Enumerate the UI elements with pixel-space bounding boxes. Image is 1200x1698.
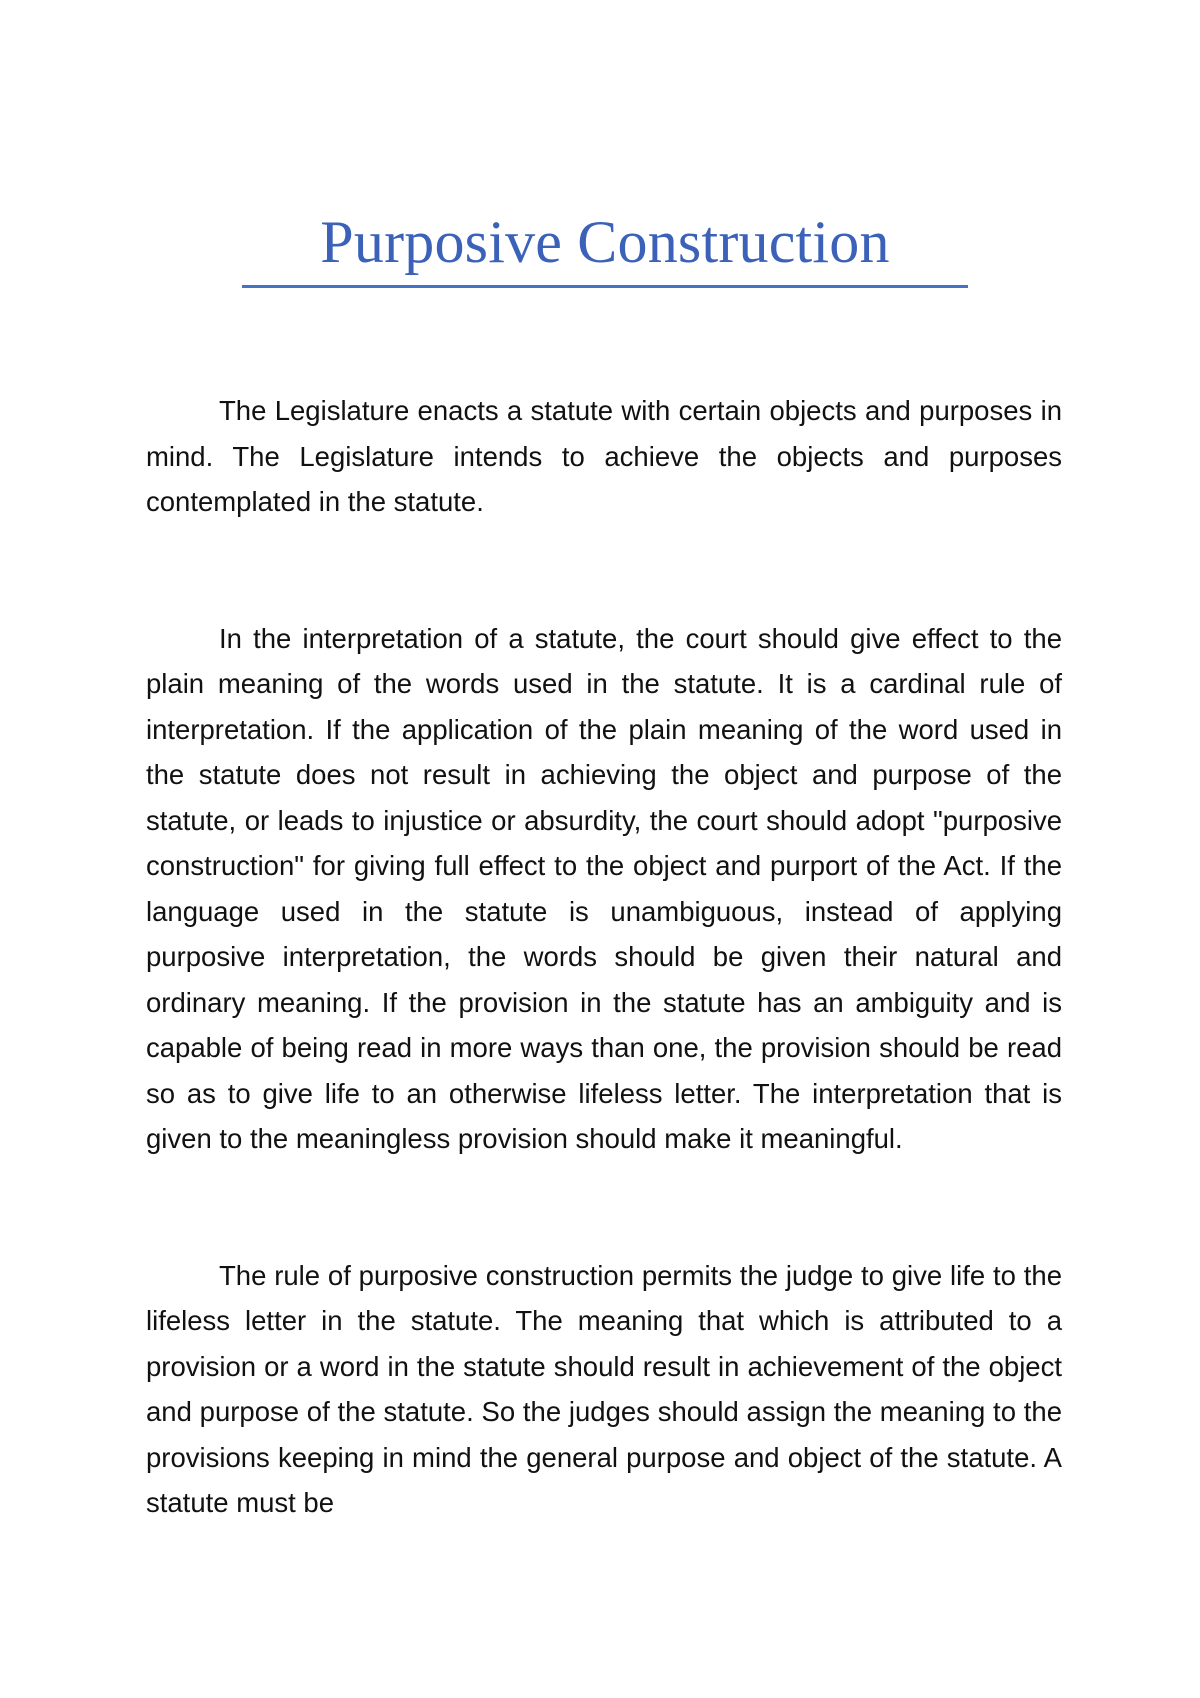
document-title: Purposive Construction bbox=[320, 209, 890, 275]
paragraph-1: The Legislature enacts a statute with certain objects and purposes in mind. The Legislature intends to achieve the objects and purposes contemplated in the statute. bbox=[146, 395, 1062, 517]
paragraph-3: The rule of purposive construction permits the judge to give life to the lifeless letter in the statute. The meaning that which is attributed to a provision or a word in the statute should result in achievement of the object and purpose of the statute. So the judges should assign the meaning to the provisions keeping in mind the general purpose and object of the statute. A statute must be bbox=[146, 1259, 1062, 1518]
title-block bbox=[242, 206, 968, 278]
document-body bbox=[146, 388, 1062, 1526]
paragraph-2: In the interpretation of a statute, the court should give effect to the plain meaning of the words used in the statute. It is a cardinal rule of interpretation. If the application of the plain meaning of the word used in the statute does not result in achieving the object and purpose of the statute, or leads to injustice or absurdity, the court should adopt "purposive construction" for giving full effect to the object and purport of the Act. If the language used in the statute is unambiguous, instead of applying purposive interpretation, the words should be given their natural and ordinary meaning. If the provision in the statute has an ambiguity and is capable of being read in more ways than one, the provision should be read so as to give life to an otherwise lifeless letter. The interpretation that is given to the meaningless provision should make it meaningful. bbox=[146, 622, 1062, 1154]
title-underline-rule bbox=[242, 285, 968, 288]
